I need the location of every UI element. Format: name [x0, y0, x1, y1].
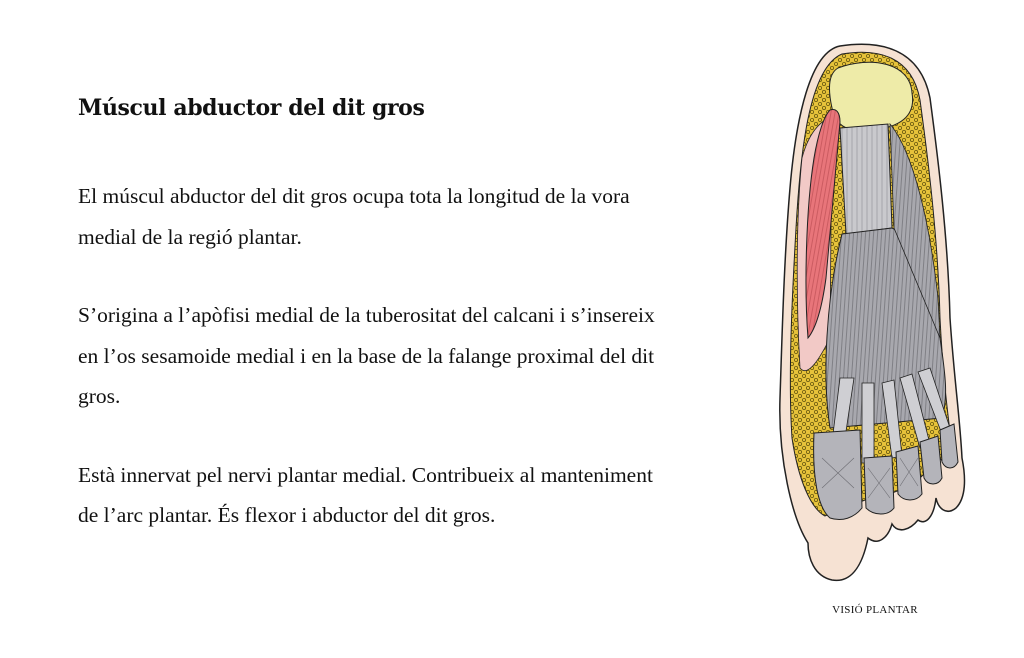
text-column	[78, 88, 668, 574]
paragraph-description: El múscul abductor del dit gros ocupa tota la longitud de la vora medial de la regió plantar.	[78, 184, 630, 249]
paragraph-origin-insertion: S’origina a l’apòfisi medial de la tuberositat del calcani i s’insereix en l’os sesamoide medial i en la base de la falange proximal del dit gros.	[78, 303, 655, 408]
plantar-aponeurosis	[840, 124, 892, 234]
page-title: Múscul abductor del dit gros	[78, 95, 425, 121]
foot-plantar-illustration	[770, 38, 970, 583]
figure-caption: VISIÓ PLANTAR	[832, 604, 918, 616]
paragraph-innervation-function: Està innervat pel nervi plantar medial. Contribueix al manteniment de l’arc plantar. És flexor i abductor del dit gros.	[78, 462, 653, 527]
heel-pad	[830, 62, 913, 130]
